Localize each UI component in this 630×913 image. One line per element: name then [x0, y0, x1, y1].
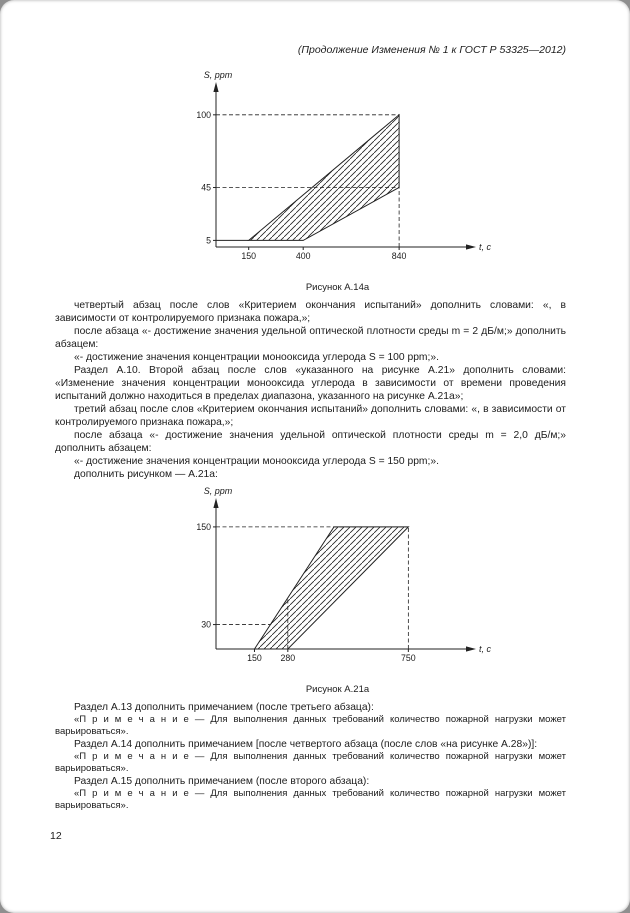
- figure-a14a-caption: Рисунок А.14а: [305, 282, 370, 293]
- paragraph: «- достижение значения концентрации монооксида углерода S = 150 ppm;».: [74, 456, 439, 467]
- note-paragraph: «П р и м е ч а н и е — Для выполнения данных требований количество пожарной нагрузки может варьироваться».: [55, 714, 566, 737]
- svg-text:30: 30: [201, 619, 211, 630]
- svg-text:100: 100: [196, 109, 211, 120]
- paragraph: Раздел А.10. Второй абзац после слов «указанного на рисунке А.21» дополнить словами: «Изменение значения концентрации монооксида углерода в зависимости от времени проведения испытаний должно находиться в пределах диапазона, указанного на рисунке А.21а»;: [55, 365, 566, 402]
- svg-text:400: 400: [295, 251, 311, 261]
- figure-a14a-chart: [170, 69, 505, 281]
- svg-text:S, ppm: S, ppm: [203, 486, 233, 496]
- svg-text:280: 280: [280, 653, 296, 663]
- svg-text:150: 150: [247, 653, 262, 663]
- text-block-1: [55, 299, 566, 481]
- paragraph: третий абзац после слов «Критерием окончания испытаний» дополнить словами: «, в зависимости от контролируемого признака пожара,»;: [55, 404, 566, 428]
- svg-text:t, с: t, с: [479, 242, 492, 252]
- page-number: 12: [50, 830, 62, 842]
- svg-text:45: 45: [201, 182, 211, 193]
- svg-text:t, с: t, с: [479, 644, 492, 654]
- paragraph: Раздел А.14 дополнить примечанием [после четвертого абзаца (после слов «на рисунке А.28»)]:: [74, 739, 538, 750]
- paragraph: Раздел А.13 дополнить примечанием (после третьего абзаца):: [74, 702, 374, 713]
- paragraph: «- достижение значения концентрации монооксида углерода S = 100 ppm;».: [74, 352, 439, 363]
- paragraph: после абзаца «- достижение значения удельной оптической плотности среды m = 2,0 дБ/м;» дополнить абзацем:: [55, 430, 566, 454]
- text-block-2: [55, 701, 566, 812]
- svg-text:840: 840: [391, 251, 407, 261]
- page-header: (Продолжение Изменения № 1 к ГОСТ Р 53325—2012): [297, 44, 566, 56]
- figure-a21a-chart: [170, 485, 505, 683]
- paragraph: Раздел А.15 дополнить примечанием (после второго абзаца):: [74, 776, 370, 787]
- svg-text:750: 750: [401, 653, 416, 663]
- svg-text:5: 5: [206, 235, 211, 246]
- note-paragraph: «П р и м е ч а н и е — Для выполнения данных требований количество пожарной нагрузки может варьироваться».: [55, 751, 566, 774]
- figure-a21a: [170, 485, 505, 695]
- figure-a14a: [170, 69, 505, 293]
- note-paragraph: «П р и м е ч а н и е — Для выполнения данных требований количество пожарной нагрузки может варьироваться».: [55, 788, 566, 811]
- svg-text:150: 150: [196, 521, 211, 532]
- svg-text:S, ppm: S, ppm: [203, 70, 233, 80]
- paragraph: дополнить рисунком — А.21а:: [74, 469, 218, 480]
- figure-a21a-caption: Рисунок А.21а: [305, 684, 370, 695]
- svg-text:150: 150: [241, 251, 257, 261]
- paragraph: четвертый абзац после слов «Критерием окончания испытаний» дополнить словами: «, в зависимости от контролируемого признака пожара,»;: [55, 300, 566, 324]
- paragraph: после абзаца «- достижение значения удельной оптической плотности среды m = 2 дБ/м;» дополнить абзацем:: [55, 326, 566, 350]
